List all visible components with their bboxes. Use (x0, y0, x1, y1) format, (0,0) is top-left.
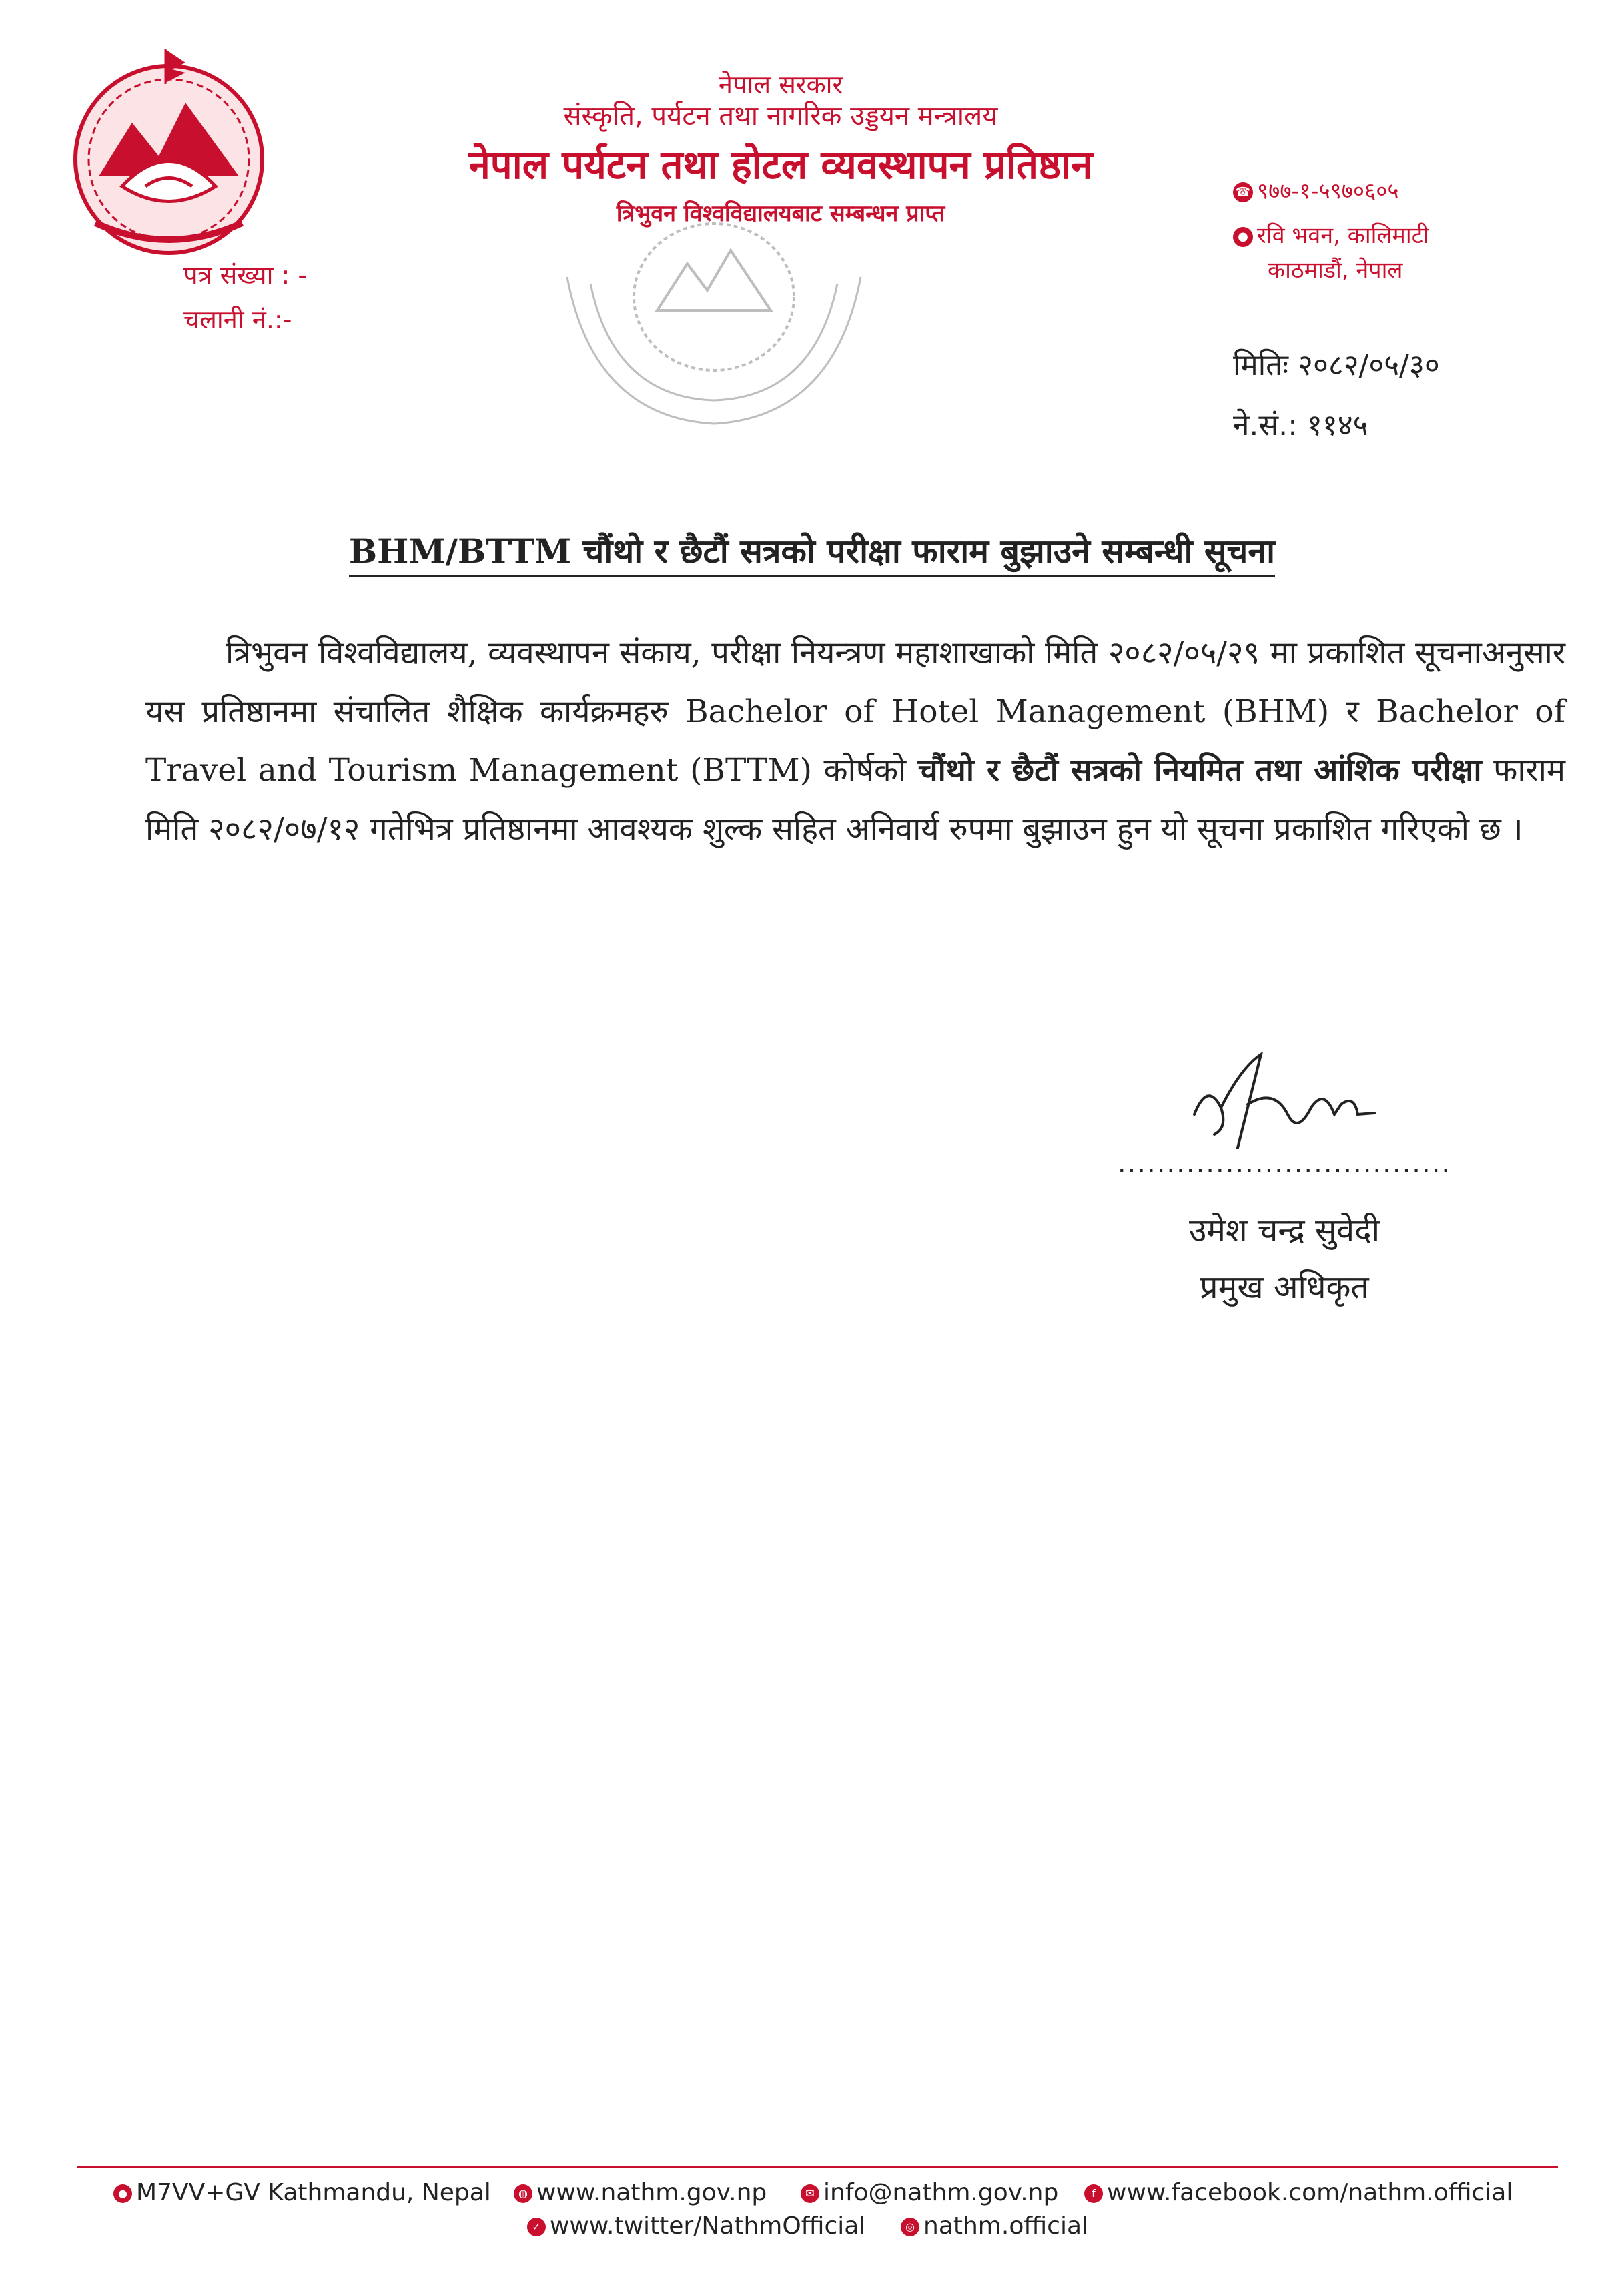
nepal-emblem-logo (59, 43, 279, 263)
facebook-icon: f (1084, 2184, 1103, 2203)
footer-website-text[interactable]: www.nathm.gov.np (536, 2179, 767, 2206)
notice-body-start: त्रिभुवन विश्वविद्यालय, व्यवस्थापन संकाय, परीक्षा नियन्त्रण महाशाखाको मिति २०८२/०५/२९ मा प्रकाशित सूचनाअनुसार यस प्रतिष्ठानमा संचालित शैक्षिक कार्यक्रमहरु Bachelor of Hotel Management (BHM) र Bachelor of Travel and Tourism Management (BTTM) कोर्षको (145, 635, 1565, 789)
phone-icon: ☎ (1233, 182, 1253, 202)
contact-phone (1233, 175, 1399, 205)
twitter-icon: ✓ (527, 2218, 546, 2236)
signatory-name: उमेश चन्द्र सुवेदी (1188, 1212, 1380, 1249)
address-line-1: रवि भवन, कालिमाटी (1257, 222, 1429, 249)
signatory-title: प्रमुख अधिकृत (1200, 1269, 1369, 1306)
handwritten-signature (1174, 1041, 1381, 1155)
footer-email-text[interactable]: info@nathm.gov.np (823, 2179, 1059, 2206)
signature-line: .................................. (1117, 1148, 1452, 1179)
institute-name: नेपाल पर्यटन तथा होटल व्यवस्थापन प्रतिष्ठान (468, 142, 1093, 188)
location-pin-icon: ● (1233, 227, 1253, 247)
office-seal-stamp (540, 197, 887, 437)
notice-body-end: फाराम मिति २०८२/०७/१२ गतेभित्र प्रतिष्ठानमा आवश्यक शुल्क सहित अनिवार्य रुपमा बुझाउन हुन यो सूचना प्रकाशित गरिएको छ । (145, 752, 1565, 848)
footer-facebook[interactable] (1084, 2179, 1513, 2206)
letter-reference-number: पत्र संख्या : - (183, 260, 308, 290)
government-name: नेपाल सरकार (718, 70, 843, 99)
ministry-name: संस्कृति, पर्यटन तथा नागरिक उड्डयन मन्त्रालय (563, 101, 998, 131)
footer-facebook-text[interactable]: www.facebook.com/nathm.official (1107, 2179, 1513, 2206)
footer-twitter[interactable] (527, 2212, 865, 2240)
notice-title (0, 527, 1624, 573)
footer-website[interactable] (514, 2179, 767, 2206)
notice-title-text: BHM/BTTM चौंथो र छैटौं सत्रको परीक्षा फाराम बुझाउने सम्बन्धी सूचना (349, 531, 1275, 577)
location-icon: ● (113, 2184, 132, 2203)
dispatch-number: चलानी नं.:- (183, 305, 292, 334)
notice-body (145, 624, 1565, 859)
footer-instagram[interactable] (901, 2212, 1088, 2240)
footer-location (113, 2179, 491, 2206)
footer-location-text: M7VV+GV Kathmandu, Nepal (136, 2179, 491, 2206)
affiliation-text: त्रिभुवन विश्वविद्यालयबाट सम्बन्धन प्राप्त (616, 200, 945, 227)
footer-divider (77, 2166, 1558, 2168)
footer-twitter-text[interactable]: www.twitter/NathmOfficial (550, 2212, 866, 2240)
contact-address (1233, 219, 1429, 250)
nepal-samvat-date: ने.सं.: ११४५ (1233, 408, 1368, 442)
footer-email[interactable] (801, 2179, 1058, 2206)
letter-date: मितिः २०८२/०५/३० (1233, 348, 1440, 382)
phone-number: ९७७-१-५९७०६०५ (1257, 178, 1399, 204)
email-icon: ✉ (801, 2184, 819, 2203)
globe-icon: ◍ (514, 2184, 532, 2203)
footer-instagram-text[interactable]: nathm.official (923, 2212, 1089, 2240)
instagram-icon: ◎ (901, 2218, 919, 2236)
notice-body-bold: चौंथो र छैटौं सत्रको नियमित तथा आंशिक परीक्षा (917, 752, 1482, 789)
address-line-2: काठमाडौं, नेपाल (1268, 257, 1403, 284)
